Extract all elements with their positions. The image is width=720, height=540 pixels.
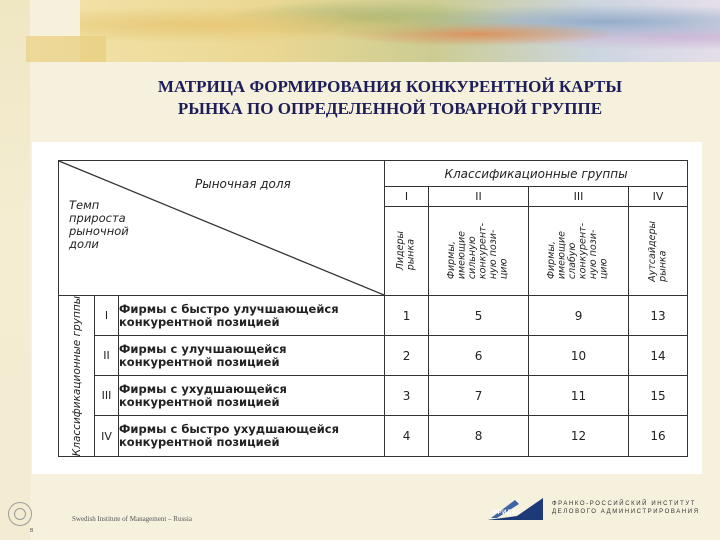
cell-value: 10 <box>529 336 629 376</box>
row-groups-label-text: Классификационные группы <box>70 296 83 457</box>
institute-line-1: ФРАНКО-РОССИЙСКИЙ ИНСТИТУТ <box>552 501 697 507</box>
page-title <box>80 76 700 120</box>
cell-value: 5 <box>429 296 529 336</box>
footer-mark: B <box>30 528 34 534</box>
column-label-outsiders <box>629 207 688 296</box>
column-label-weak <box>529 207 629 296</box>
cell-value: 14 <box>629 336 688 376</box>
institute-line-2: ДЕЛОВОГО АДМИНИСТРИРОВАНИЯ <box>552 509 700 515</box>
column-label-line: рынка <box>657 250 669 282</box>
growth-label-line: прироста <box>69 211 126 225</box>
row-groups-label <box>59 296 95 457</box>
decorative-banner <box>80 0 720 62</box>
row-roman-1: I <box>95 296 119 336</box>
cell-value: 1 <box>385 296 429 336</box>
row-label-2 <box>119 336 385 376</box>
column-label-line: конкурент- <box>477 222 489 280</box>
row-label-3 <box>119 376 385 416</box>
cell-value: 16 <box>629 416 688 457</box>
column-label-line: цию <box>598 258 610 280</box>
cell-value: 2 <box>385 336 429 376</box>
title-line-2: РЫНКА ПО ОПРЕДЕЛЕННОЙ ТОВАРНОЙ ГРУППЕ <box>177 99 603 118</box>
column-label-line: цию <box>498 258 510 280</box>
side-strip <box>0 0 30 540</box>
row-label-line: конкурентной позицией <box>119 435 280 450</box>
column-label-line: имеющие <box>556 230 568 280</box>
row-label-line: Фирмы с быстро улучшающейся <box>119 301 339 316</box>
row-label-line: конкурентной позицией <box>119 314 280 329</box>
row-roman-4: IV <box>95 416 119 457</box>
cell-value: 13 <box>629 296 688 336</box>
fridas-logo-icon <box>487 496 543 520</box>
row-label-1 <box>119 296 385 336</box>
growth-label-line: рыночной <box>69 224 129 238</box>
fridas-brand: ФРИДАС <box>492 510 522 516</box>
column-label-line: рынка <box>405 239 417 271</box>
cell-value: 8 <box>429 416 529 457</box>
column-label-line: Фирмы, <box>546 241 558 280</box>
market-share-label: Рыночная доля <box>195 177 291 191</box>
decorative-banner-accent <box>26 36 106 62</box>
growth-rate-label <box>69 199 129 251</box>
cell-value: 12 <box>529 416 629 457</box>
row-label-line: Фирмы с улучшающейся <box>119 341 287 356</box>
column-label-leaders <box>385 207 429 296</box>
title-line-1: МАТРИЦА ФОРМИРОВАНИЯ КОНКУРЕНТНОЙ КАРТЫ <box>157 77 623 96</box>
cell-value: 7 <box>429 376 529 416</box>
column-label-line: конкурент- <box>577 222 589 280</box>
column-roman-2: II <box>429 187 529 207</box>
competitive-map-matrix <box>58 160 688 457</box>
column-roman-4: IV <box>629 187 688 207</box>
cell-value: 9 <box>529 296 629 336</box>
row-label-line: Фирмы с быстро ухудшающейся <box>119 422 339 437</box>
growth-label-line: доли <box>69 237 99 251</box>
row-roman-3: III <box>95 376 119 416</box>
growth-label-line: Темп <box>69 198 100 212</box>
column-label-line: имеющие <box>456 230 468 280</box>
classification-groups-header: Классификационные группы <box>385 161 688 187</box>
cell-value: 4 <box>385 416 429 457</box>
corner-cell <box>59 161 385 296</box>
cell-value: 11 <box>529 376 629 416</box>
row-roman-2: II <box>95 336 119 376</box>
row-label-line: конкурентной позицией <box>119 354 280 369</box>
cell-value: 15 <box>629 376 688 416</box>
column-label-line: ную пози- <box>588 229 600 280</box>
column-label-strong <box>429 207 529 296</box>
column-label-line: Лидеры <box>395 231 407 271</box>
column-label-line: Аутсайдеры <box>646 220 658 282</box>
footer-institute-name: Swedish Institute of Management – Russia <box>72 515 192 523</box>
row-label-line: Фирмы с ухудшающейся <box>119 381 287 396</box>
row-label-4 <box>119 416 385 457</box>
column-label-line: ную пози- <box>488 229 500 280</box>
institute-caption <box>552 500 720 516</box>
column-label-line: слабую <box>567 242 579 280</box>
institute-emblem-icon <box>8 502 32 526</box>
column-roman-3: III <box>529 187 629 207</box>
row-label-line: конкурентной позицией <box>119 394 280 409</box>
column-label-line: Фирмы, <box>446 241 458 280</box>
column-roman-1: I <box>385 187 429 207</box>
cell-value: 6 <box>429 336 529 376</box>
cell-value: 3 <box>385 376 429 416</box>
column-label-line: сильную <box>467 236 479 280</box>
